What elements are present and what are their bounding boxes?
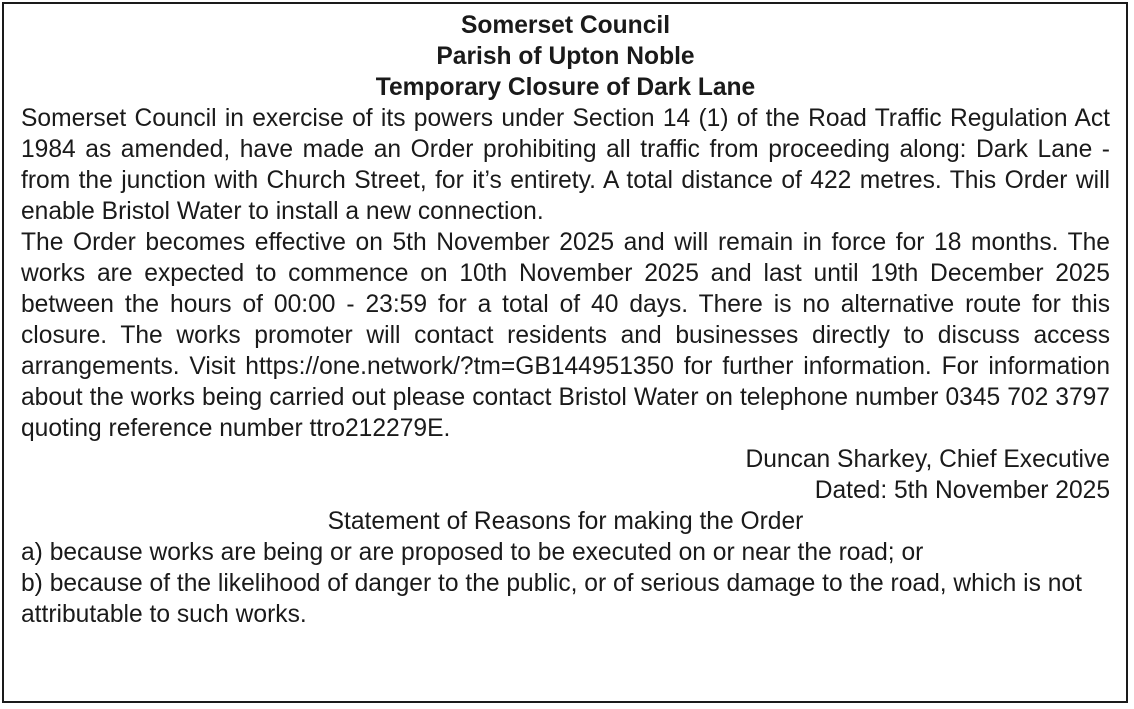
public-notice xyxy=(2,2,1128,703)
signatory: Duncan Sharkey, Chief Executive xyxy=(745,446,1110,473)
reasons-heading: Statement of Reasons for making the Order xyxy=(327,508,804,535)
notice-title: Temporary Closure of Dark Lane xyxy=(375,74,756,101)
council-name: Somerset Council xyxy=(460,12,671,39)
date-line: Dated: 5th November 2025 xyxy=(814,477,1110,504)
details-paragraph: The Order becomes effective on 5th November 2025 and will remain in force for 18 months. The works are expected to commence on 10th November 2025 and last until 19th December 2025 between the hours of 00:00 - 23:59 for a total of 40 days. There is no alternative route for this closure. The works promoter will contact residents and businesses directly to discuss access arrangements. Visit https://one.network/?tm=GB144951350 for further information. For information about the works being carried out please contact Bristol Water on telephone number 0345 702 3797 quoting reference number ttro212279E. xyxy=(21,229,1110,442)
reason-item: b) because of the likelihood of danger to the public, or of serious damage to the road, which is not attributable to such works. xyxy=(21,570,1082,628)
order-paragraph: Somerset Council in exercise of its powers under Section 14 (1) of the Road Traffic Regulation Act 1984 as amended, have made an Order prohibiting all traffic from proceeding along: Dark Lane - from the junction with Church Street, for it’s entirety. A total distance of 422 metres. This Order will enable Bristol Water to install a new connection. xyxy=(21,105,1110,225)
reason-item: a) because works are being or are proposed to be executed on or near the road; or xyxy=(21,539,924,566)
parish-name: Parish of Upton Noble xyxy=(436,43,695,70)
